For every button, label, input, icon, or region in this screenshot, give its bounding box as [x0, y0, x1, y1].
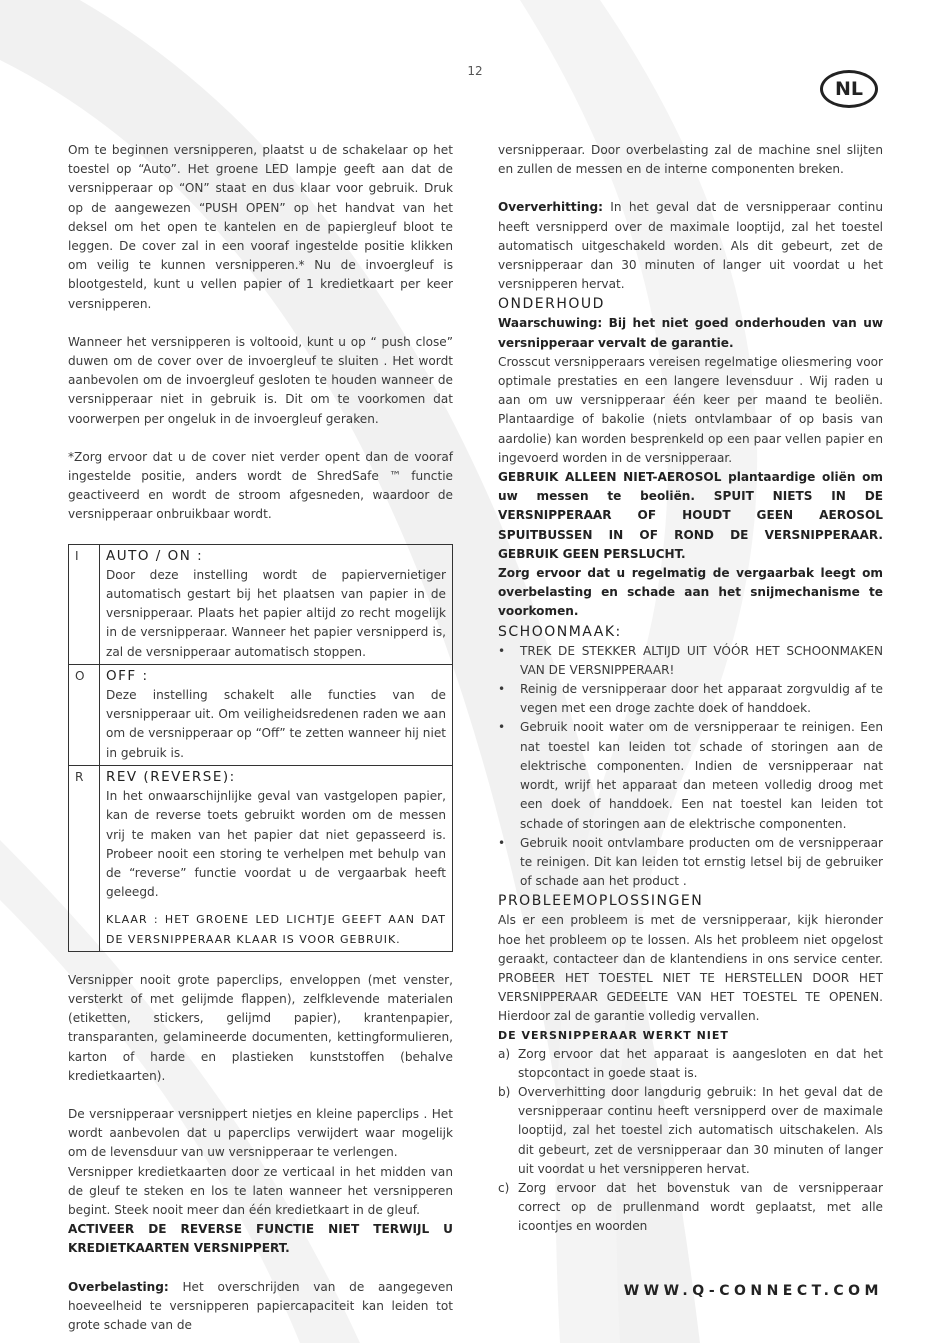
website-url: WWW.Q-CONNECT.COM: [623, 1283, 883, 1299]
closing-paragraph: Wanneer het versnipperen is voltooid, kunt u op “ push close” duwen om de cover over de invoergleuf te sluiten . Het wordt aanbevolen om de invoergleuf gesloten te houden wanneer de versnipperaar niet in gebruik is. Dit om te voorkomen dat voorwerpen per ongeluk in de invoergleuf geraken.: [68, 334, 453, 426]
maintenance-heading: ONDERHOUD: [498, 296, 605, 313]
creditcard-paragraph: Versnipper kredietkaarten door ze verticaal in het midden van de gleuf te steken en los te laten wanneer het versnipperen begint. Steek nooit meer dan één kredietkaart in de gleuf.: [68, 1164, 453, 1217]
mode-title: OFF :: [106, 667, 149, 684]
mode-title: AUTO / ON :: [106, 547, 204, 564]
mode-description: In het onwaarschijnlijke geval van vastgelopen papier, kan de reverse toets gebruikt worden om de messen vrij te maken van het papier dat niet gepasseerd is. Probeer nooit een storing te verhelpen met behulp van de “reverse” functie voordat u de vergaarbak heeft geleegd.: [106, 789, 446, 900]
list-label: a): [498, 1046, 511, 1061]
list-label: c): [498, 1180, 510, 1195]
left-column: [68, 141, 453, 1335]
list-item: • TREK DE STEKKER ALTIJD UIT VÓÓR HET SCHOONMAKEN VAN DE VERSNIPPERAAR!: [498, 643, 883, 677]
mode-cell: [100, 664, 453, 765]
aerosol-warning: GEBRUIK ALLEEN NIET-AEROSOL plantaardige oliën om uw messen te beoliën. SPUIT NIETS IN DE VERSNIPPERAAR OF HOUDT GEEN AEROSOL SPUITBUSSEN IN OF ROND DE VERSNIPPERAAR. GEBRUIK GEEN PERSLUCHT.: [498, 470, 883, 561]
empty-bin-warning: Zorg ervoor dat u regelmatig de vergaarbak leegt om overbelasting en schade aan het snijmechanisme te voorkomen.: [498, 566, 883, 619]
staples-paragraph: De versnipperaar versnippert nietjes en kleine paperclips . Het wordt aanbevolen dat u paperclips verwijdert waar mogelijk om de levensduur van uw versnipperaar te verlengen.: [68, 1106, 453, 1160]
bullet-icon: •: [498, 835, 506, 850]
mode-key: O: [69, 664, 100, 765]
mode-table: [68, 544, 453, 952]
ready-note: KLAAR : HET GROENE LED LICHTJE GEEFT AAN DAT DE VERSNIPPERAAR KLAAR IS VOOR GEBRUIK.: [106, 913, 446, 946]
overload-text: Het overschrijden van de aangegeven hoeveelheid te versnipperen papiercapaciteit kan leiden tot grote schade van de: [68, 1279, 453, 1332]
mode-cell: [100, 544, 453, 664]
overheat-text: In het geval dat de versnipperaar continu heeft versnipperd over de maximale looptijd, zal het toestel automatisch uitgeschakeld worden. Als dit gebeurt, zet de versnipperaar dan 30 minuten of langer uit voordat u het versnipperen hervat.: [498, 200, 883, 292]
list-item: b) Oververhitting door langdurig gebruik: In het geval dat de versnipperaar continu heeft versnipperd over de maximale looptijd, zal het toestel zich automatisch uitschakelen. Als dit gebeurt, zet de versnipperaar dan 30 minuten of langer uit voordat u het versnipperen hervat.: [498, 1084, 883, 1176]
troubleshooting-text: Als er een probleem is met de versnipperaar, kijk hieronder hoe het probleem op te lossen. Als het probleem niet opgelost geraakt, contacteer dan de klantendiens in ons service center. PROBEER HET TOESTEL NIET TE HERSTELLEN DOOR HET VERSNIPPERAAR GEDEELTE VAN HET TOESTEL TE OPENEN. Hierdoor zal de garantie volledig vervallen.: [498, 913, 883, 1024]
overload-continuation: versnipperaar. Door overbelasting zal de machine snel slijten en zullen de messen en de interne componenten breken.: [498, 143, 883, 177]
bullet-icon: •: [498, 682, 506, 697]
mode-cell: [100, 765, 453, 951]
cleaning-heading: SCHOONMAAK:: [498, 623, 622, 640]
list-item: • Gebruik nooit ontvlambare producten om de versnipperaar te reinigen. Dit kan leiden tot ernstig letsel bij de gebruiker of schade aan het product .: [498, 835, 883, 889]
mode-row-reverse: [69, 765, 453, 951]
mode-description: Deze instelling schakelt alle functies van de versnipperaar uit. Om veiligheidsredenen raden we aan om de versnipperaar op “Off” te zetten wanneer hij niet in gebruik is.: [106, 688, 446, 760]
bullet-icon: •: [498, 643, 506, 658]
cleaning-list: [498, 642, 883, 892]
mode-description: Door deze instelling wordt de papiervernietiger automatisch gestart bij het plaatsen van papier in de versnipperaar. Plaats het papier altijd zo recht mogelijk in de versnipperaar. Wanneer het papier versnipperd is, zal de versnipperaar automatisch stoppen.: [106, 567, 446, 659]
mode-row-auto: [69, 544, 453, 664]
mode-title: REV (REVERSE):: [106, 768, 236, 785]
language-badge: NL: [820, 70, 878, 108]
do-not-shred-paragraph: Versnipper nooit grote paperclips, enveloppen (met venster, versterkt of met gelijmde flappen), zelfklevende materialen (etiketten, stickers, gelijmd papier), krantenpapier, transparanten, gelamineerde documenten, kettingformulieren, karton of harde en plastieken kunststoffen (behalve kredietkaarten).: [68, 972, 453, 1083]
list-item: • Gebruik nooit water om de versnipperaar te reinigen. Een nat toestel kan leiden tot schade of storingen aan de elektrische componenten. Indien de versnipperaar nat wordt, wrijf het apparaat dan meteen volledig droog met een doek of handdoek. Een nat toestel kan leiden tot schade of storingen aan de elektrische componenten.: [498, 720, 883, 831]
list-item: c) Zorg ervoor dat het bovenstuk van de versnipperaar correct op de prullenmand wordt geplaatst, met alle icoontjes en woorden: [498, 1180, 883, 1234]
intro-paragraph: Om te beginnen versnipperen, plaatst u de schakelaar op het toestel op “Auto”. Het groene LED lampje geeft aan dat de versnipperaar op “ON” staat en dus klaar voor gebruik. Druk op de aangewezen “PUSH OPEN” op het handvat van het deksel om het open te kantelen en de papiergleuf bloot te leggen. De cover zal in een vooraf ingestelde positie klikken om veilig te kunnen versnipperen.* Nu de invoergleuf is blootgesteld, kunt u vellen papier of 1 kredietkaart per keer versnipperen.: [68, 143, 453, 311]
overheat-paragraph: [498, 198, 883, 294]
troubleshooting-heading: PROBLEEMOPLOSSINGEN: [498, 893, 704, 910]
reverse-warning: ACTIVEER DE REVERSE FUNCTIE NIET TERWIJL U KREDIETKAARTEN VERSNIPPERT.: [68, 1222, 453, 1256]
list-item: a) Zorg ervoor dat het apparaat is aangesloten en dat het stopcontact in goede staat is.: [498, 1046, 883, 1080]
page-number: 12: [467, 64, 483, 78]
not-working-heading: DE VERSNIPPERAAR WERKT NIET: [498, 1028, 729, 1042]
overload-label: Overbelasting:: [68, 1279, 169, 1294]
not-working-list: [498, 1045, 883, 1237]
right-column: [498, 141, 883, 1237]
maintenance-text: Crosscut versnipperaars vereisen regelmatige oliesmering voor optimale prestaties en een langere levensduur . Wij raden u aan om uw versnipperaar één keer per maand te beoliën. Plantaardige of bakolie (niets ontvlambaar of op basis van aardolie) kan worden besprenkeld op een paar vellen papier en ingevoerd worden in de versnipperaar.: [498, 354, 883, 465]
shredsafe-note: *Zorg ervoor dat u de cover niet verder opent dan de vooraf ingestelde positie, anders wordt de ShredSafe ™ functie geactiveerd en wordt de stroom afgesneden, waardoor de versnipperaar onbruikbaar wordt.: [68, 449, 453, 522]
mode-row-off: [69, 664, 453, 765]
mode-key: I: [69, 544, 100, 664]
bullet-icon: •: [498, 720, 506, 735]
overheat-label: Oververhitting:: [498, 200, 603, 215]
list-label: b): [498, 1084, 511, 1099]
overload-paragraph: [68, 1278, 453, 1336]
mode-key: R: [69, 765, 100, 951]
list-item: • Reinig de versnipperaar door het apparaat zorgvuldig af te vegen met een droge zachte doek of handdoek.: [498, 682, 883, 716]
maintenance-warning: Waarschuwing: Bij het niet goed onderhouden van uw versnipperaar vervalt de garantie.: [498, 316, 883, 350]
